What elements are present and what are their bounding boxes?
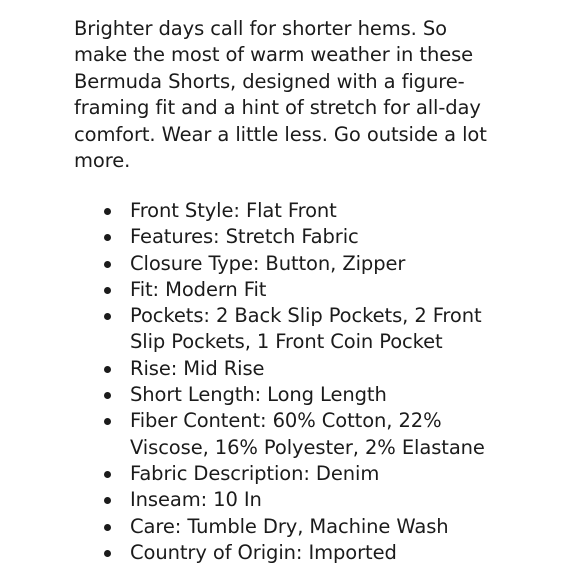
bullet-icon	[104, 524, 111, 531]
feature-text: Fit: Modern Fit	[130, 277, 267, 301]
feature-features	[104, 224, 504, 250]
feature-closure-type	[104, 251, 504, 277]
feature-pockets	[104, 303, 504, 356]
feature-text: Care: Tumble Dry, Machine Wash	[130, 514, 449, 538]
bullet-icon	[104, 261, 111, 268]
feature-text: Short Length: Long Length	[130, 383, 387, 407]
feature-fabric-description	[104, 461, 504, 487]
feature-text: Inseam: 10 In	[130, 488, 262, 512]
feature-text: Closure Type: Button, Zipper	[130, 251, 406, 275]
product-description: Brighter days call for shorter hems. So make the most of warm weather in these Bermuda Shorts, designed with a figure-framing fit and a hint of stretch for all-day comfort. Wear a little less. Go outside a lot more.	[74, 17, 487, 173]
feature-short-length	[104, 382, 504, 408]
feature-rise	[104, 356, 504, 382]
feature-care	[104, 514, 504, 540]
product-description-panel	[74, 16, 504, 564]
feature-front-style	[104, 198, 504, 224]
bullet-icon	[104, 313, 111, 320]
bullet-icon	[104, 392, 111, 399]
feature-fit	[104, 277, 504, 303]
feature-inseam	[104, 487, 504, 513]
feature-text: Features: Stretch Fabric	[130, 225, 359, 249]
feature-text: Front Style: Flat Front	[130, 199, 337, 222]
bullet-icon	[104, 497, 111, 504]
bullet-icon	[104, 234, 111, 241]
feature-text: Fabric Description: Denim	[130, 461, 380, 485]
bullet-icon	[104, 208, 111, 215]
feature-text: Fiber Content: 60% Cotton, 22% Viscose, 16% Polyester, 2% Elastane	[130, 409, 485, 459]
feature-country-of-origin	[104, 540, 504, 566]
bullet-icon	[104, 418, 111, 425]
bullet-icon	[104, 287, 111, 294]
product-features-list	[104, 198, 504, 566]
bullet-icon	[104, 366, 111, 373]
bullet-icon	[104, 471, 111, 478]
feature-fiber-content	[104, 408, 504, 461]
feature-text: Rise: Mid Rise	[130, 356, 265, 380]
bullet-icon	[104, 550, 111, 557]
feature-text: Country of Origin: Imported	[130, 540, 397, 564]
feature-text: Pockets: 2 Back Slip Pockets, 2 Front Slip Pockets, 1 Front Coin Pocket	[130, 304, 482, 354]
